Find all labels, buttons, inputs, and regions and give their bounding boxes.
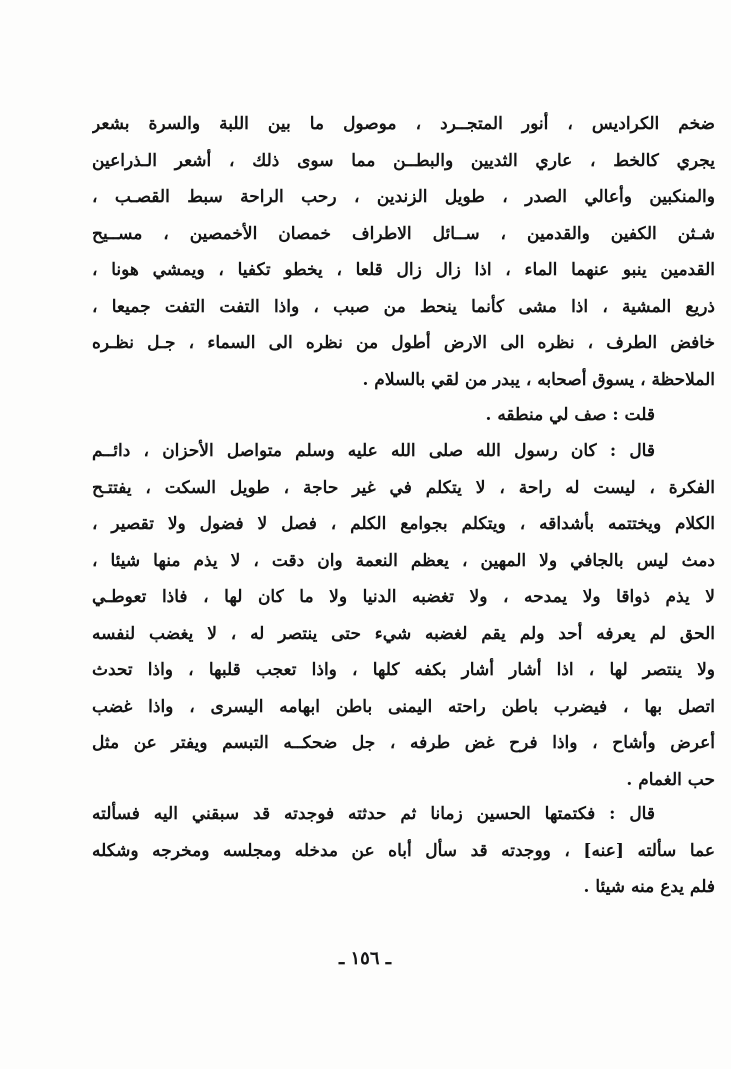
text-line: الملاحظة ، يسوق أصحابه ، يبدر من لقي بالسلام . — [362, 369, 715, 390]
text-line: فلم يدع منه شيئا . — [583, 877, 715, 897]
text-line: والمنكبين وأعالي الصدر ، طويل الزندين ، رحب الراحة سبط القصـب ، — [92, 187, 715, 207]
text-line: أعرض وأشاح ، واذا فرح غض طرفه ، جل ضحكــه التبسم ويفتر عن مثل — [92, 733, 715, 753]
text-line: عما سألته [عنه] ، ووجدته قد سأل أباه عن مدخله ومجلسه ومخرجه وشكله — [92, 840, 715, 861]
text-line: يجري كالخط ، عاري الثديين والبطــن مما سوى ذلك ، أشعر الـذراعين — [92, 150, 715, 171]
text-line: قلت : صف لي منطقه . — [485, 405, 655, 425]
text-line: حب الغمام . — [626, 769, 715, 790]
paragraph-closing — [92, 796, 715, 906]
text-line: لا يذم ذواقا ولا يمدحه ، ولا تغضبه الدنيا ولا ما كان لها ، فاذا تعوطـي — [92, 587, 715, 607]
paragraph-description — [92, 106, 715, 398]
text-line: ذريع المشية ، اذا مشى كأنما ينحط من صبب ، واذا التفت التفت جميعا ، — [92, 296, 715, 317]
text-line: الكلام ويختتمه بأشداقه ، ويتكلم بجوامع الكلم ، فصل لا فضول ولا تقصير ، — [92, 514, 715, 534]
paragraph-speech — [92, 433, 715, 798]
text-line: خافض الطرف ، نظره الى الارض أطول من نظره الى السماء ، جـل نظـره — [92, 333, 715, 353]
paragraph-question — [92, 397, 715, 434]
text-line: الفكرة ، ليست له راحة ، لا يتكلم في غير حاجة ، طويل السكت ، يفتتـح — [92, 477, 715, 498]
text-line: ضخم الكراديس ، أنور المتجــرد ، موصول ما بين اللبة والسرة بشعر — [92, 114, 715, 134]
text-line: قال : كان رسول الله صلى الله عليه وسلم متواصل الأحزان ، دائــم — [92, 441, 655, 461]
text-line: القدمين ينبو عنهما الماء ، اذا زال زال قلعا ، يخطو تكفيا ، ويمشي هونا ، — [92, 260, 715, 280]
text-line: شـثن الكفين والقدمين ، ســائل الاطراف خمصان الأخمصين ، مســيح — [92, 223, 715, 244]
text-line: دمث ليس بالجافي ولا المهين ، يعظم النعمة وان دقت ، لا يذم منها شيئا ، — [92, 550, 715, 571]
text-line: ولا ينتصر لها ، اذا أشار أشار بكفه كلها ، واذا تعجب قلبها ، واذا تحدث — [92, 660, 715, 680]
page-number: ـ ١٥٦ ـ — [338, 948, 392, 969]
text-line: اتصل بها ، فيضرب باطن راحته اليمنى باطن ابهامه اليسرى ، واذا غضب — [92, 696, 715, 717]
text-line: الحق لم يعرفه أحد ولم يقم لغضبه شيء حتى ينتصر له ، لا يغضب لنفسه — [92, 623, 715, 644]
text-line: قال : فكتمتها الحسين زمانا ثم حدثته فوجدته قد سبقني اليه فسألته — [92, 804, 655, 824]
